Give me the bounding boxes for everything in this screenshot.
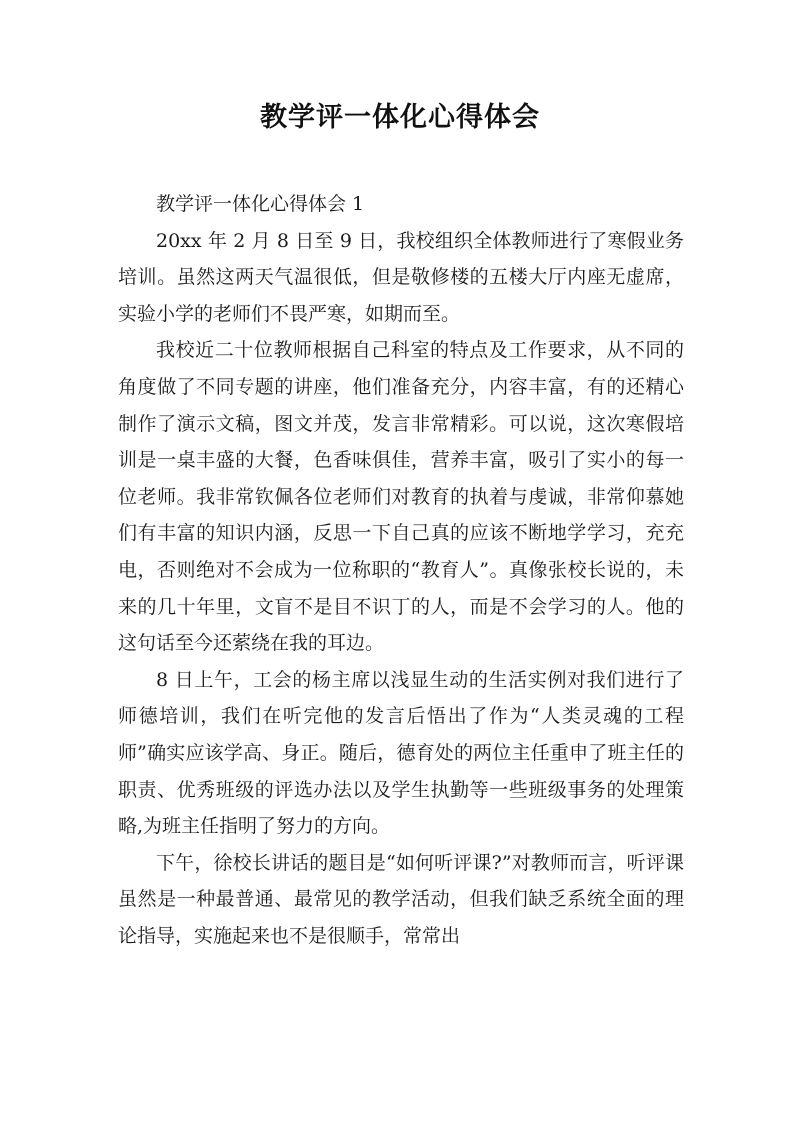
document-body	[118, 186, 684, 954]
paragraph: 8 日上午，工会的杨主席以浅显生动的生活实例对我们进行了师德培训，我们在听完他的发言后悟出了作为“人类灵魂的工程师”确实应该学高、身正。随后，德育处的两位主任重申了班主任的职责、优秀班级的评选办法以及学生执勤等一些班级事务的处理策略,为班主任指明了努力的方向。	[118, 668, 684, 838]
paragraph: 20xx 年 2 月 8 日至 9 日，我校组织全体教师进行了寒假业务培训。虽然这两天气温很低，但是敬修楼的五楼大厅内座无虚席，实验小学的老师们不畏严寒，如期而至。	[118, 229, 684, 325]
paragraph: 我校近二十位教师根据自己科室的特点及工作要求，从不同的角度做了不同专题的讲座，他们准备充分，内容丰富，有的还精心制作了演示文稿，图文并茂，发言非常精彩。可以说，这次寒假培训是一桌丰盛的大餐，色香味俱佳，营养丰富，吸引了实小的每一位老师。我非常钦佩各位老师们对教育的执着与虔诚，非常仰慕她们有丰富的知识内涵，反思一下自己真的应该不断地学学习，充充电，否则绝对不会成为一位称职的“教育人”。真像张校长说的，未来的几十年里，文盲不是目不识丁的人，而是不会学习的人。他的这句话至今还萦绕在我的耳边。	[118, 339, 684, 655]
section-heading: 教学评一体化心得体会 1	[156, 193, 365, 215]
paragraph: 下午，徐校长讲话的题目是“如何听评课?”对教师而言，听评课虽然是一种最普通、最常见的教学活动，但我们缺乏系统全面的理论指导，实施起来也不是很顺手，常常出	[118, 851, 684, 947]
document-title: 教学评一体化心得体会	[260, 102, 540, 133]
